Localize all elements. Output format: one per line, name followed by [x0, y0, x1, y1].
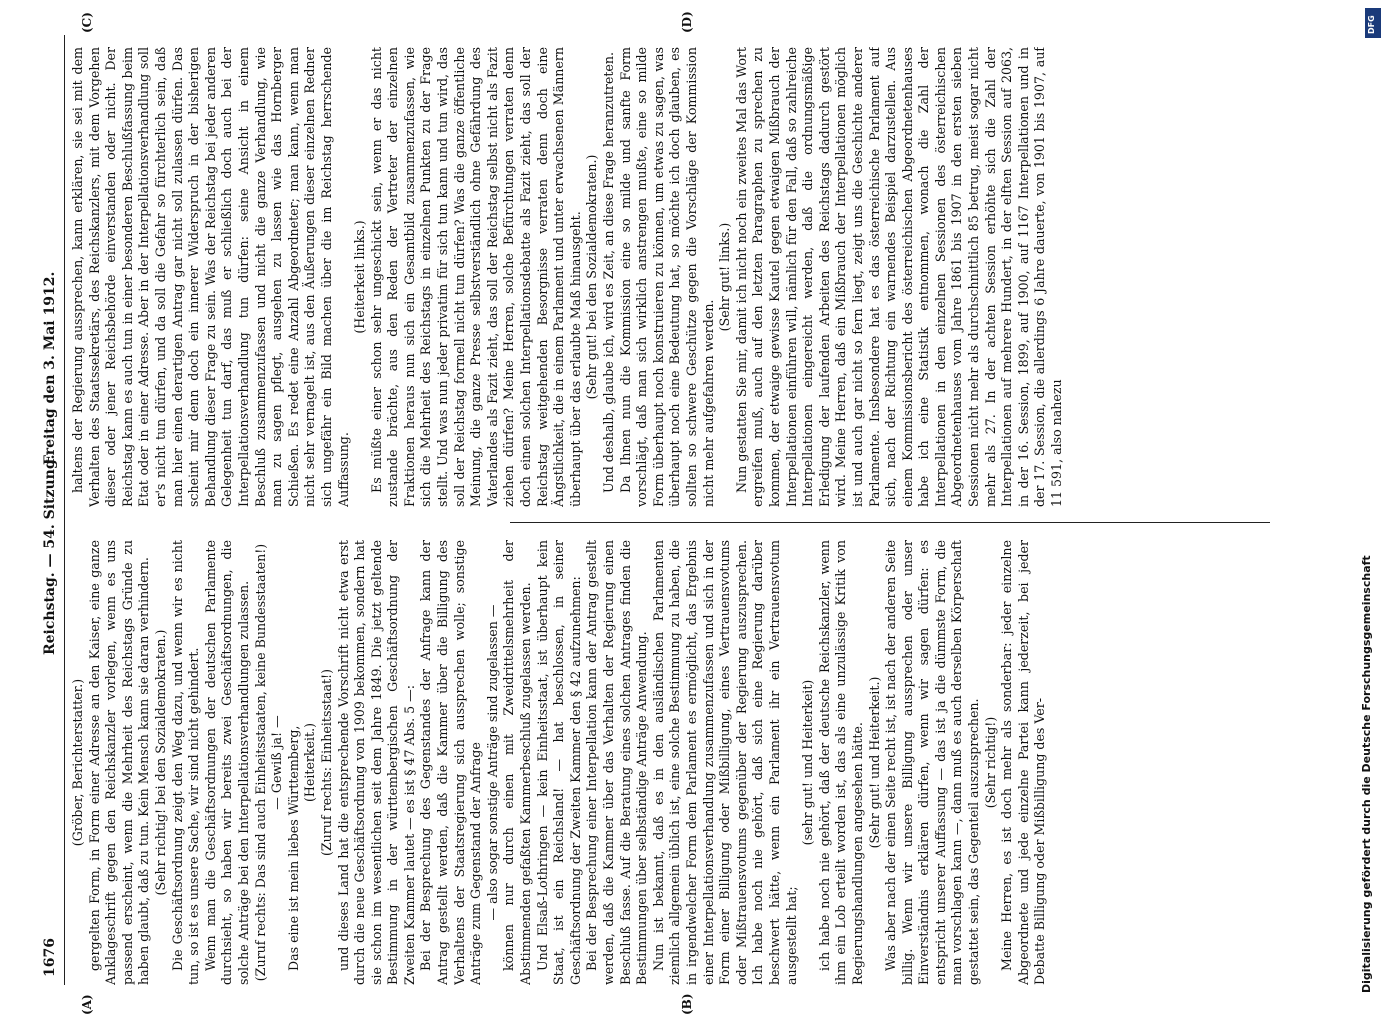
paragraph: (Gröber, Berichterstatter.) — [70, 540, 87, 985]
paragraph: Bei der Besprechung einer Interpellation kann der Antrag gestellt werden, daß die Kammer über das Verhalten der Regierung einen Beschluß fasse. Auf die Beratung eines solchen Antrages finden die Bestimmungen über selbständige Anträge Anwendung. — [584, 540, 650, 985]
paragraph: Was aber nach der einen Seite recht ist, ist nach der anderen Seite billig. Wenn wir unsere Billigung aussprechen oder unser Einverständnis erklären dürfen, wenn wir sagen dürfen: es entspricht unserer Auffassung — das ist ja die dümmste Form, die man vorschlagen kann —, dann muß es auch derselben Körperschaft gestattet sein, das Gegenteil auszusprechen. — [883, 540, 983, 985]
dfg-logo-text: DFG — [1367, 15, 1376, 34]
paragraph: — also sogar sonstige Anträge sind zugelassen — — [485, 540, 502, 985]
paragraph: Und Elsaß-Lothringen — kein Einheitsstaat, ist überhaupt kein Staat, ist ein Reichsland! — hat beschlossen, in seiner Geschäftsordnung der Zweiten Kammer den § 42 aufzunehmen: — [535, 540, 585, 985]
paragraph: (Heiterkeit.) — [302, 540, 319, 985]
right-column-text — [70, 47, 1265, 507]
side-note — [1360, 8, 1380, 993]
paragraph: Die Geschäftsordnung zeigt den Weg dazu, und wenn wir es nicht tun, so ist es unsere Sache, wir sind nicht gehindert. — [170, 540, 203, 985]
column-divider — [510, 522, 1270, 523]
paragraph: — Gewiß ja! — — [269, 540, 286, 985]
margin-marker-b: (B) — [680, 994, 694, 1015]
margin-marker-c: (C) — [80, 12, 94, 33]
paragraph: Da Ihnen nun die Kommission eine so milde und sanfte Form vorschlägt, daß man sich wirklich anstrengen mußte, eine so milde Form überhaupt noch konstruieren zu können, um etwas zu sagen, was überhaupt noch eine Bedeutung hat, so möchte ich doch glauben, es sollten so schwere Geschütze gegen die Vorschläge der Kommission nicht mehr aufgefahren werden. — [618, 47, 718, 507]
paragraph: Nun gestatten Sie mir, damit ich nicht noch ein zweites Mal das Wort ergreifen muß, auch auf den letzten Paragraphen zu sprechen zu kommen, der etwaige gewisse Kautel gegen etwaigen Mißbrauch der Interpellationen einführen will, nämlich für den Fall, daß so zahlreiche Interpellationen eingereicht werden, daß die ordnungsmäßige Erledigung der laufenden Arbeiten des Reichstags dadurch gestört wird. Meine Herren, daß ein Mißbrauch der Interpellationen möglich ist und auch gar nicht so fern liegt, zeigt uns die Geschichte anderer Parlamente. Insbesondere hat es das österreichische Parlament auf sich, nach der Richtung ein warnendes Beispiel darzustellen. Aus einem Kommissionsbericht des österreichischen Abgeordnetenhauses habe ich eine Statistik entnommen, wonach die Zahl der Interpellationen in den einzelnen Sessionen des österreichischen Abgeordnetenhauses vom Jahre 1861 bis 1907 in den ersten sieben Sessionen nicht mehr als durchschnittlich 85 betrug, meist sogar nicht mehr als 27. In der achten Session erhöhte sich die Zahl der Interpellationen auf mehrere Hundert, in der elften Session auf 2063, in der 16. Session, 1899, auf 1900, auf 1167 Interpellationen und in der 17. Session, die allerdings 6 Jahre dauerte, von 1901 bis 1907, auf 11 591, also nahezu — [734, 47, 1066, 507]
paragraph: (Sehr gut! links.) — [717, 47, 734, 507]
right-column — [70, 47, 1265, 507]
paragraph: Meine Herren, es ist doch mehr als sonderbar: jeder einzelne Abgeordnete und jede einzelne Partei kann jederzeit, bei jeder Debatte Billigung oder Mißbilligung des Ver- — [999, 540, 1049, 985]
paragraph: (Zuruf rechts: Das sind auch Einheitsstaaten, keine Bundesstaaten!) — [253, 540, 270, 985]
header-rule — [64, 35, 65, 985]
paragraph: können nur durch einen mit Zweidrittelsmehrheit der Abstimmenden gefaßten Kammerbeschluß zugelassen werden. — [501, 540, 534, 985]
sitting-title: Reichstag. — 54. Sitzung. — [42, 455, 58, 656]
paragraph: und dieses Land hat die entsprechende Vorschrift nicht etwa erst durch die neue Geschäftsordnung von 1909 bekommen, sondern hat sie schon im wesentlichen seit dem Jahre 1849. Die jetzt geltende Bestimmung in der württembergischen Geschäftsordnung der Zweiten Kammer lautet — es ist § 47 Abs. 5 —: — [336, 540, 419, 985]
page-number: 1676 — [42, 938, 58, 977]
paragraph: (Zuruf rechts: Einheitsstaat!) — [319, 540, 336, 985]
paragraph: (Sehr richtig! bei den Sozialdemokraten.) — [153, 540, 170, 985]
paragraph: Es müßte einer schon sehr ungeschickt sein, wenn er das nicht zustande brächte, aus den Reden der Vertreter der einzelnen Fraktionen heraus nun sich ein Gesamtbild zusammenzufassen, wie sich die Mehrheit des Reichstags in einzelnen Punkten zu der Frage stellt. Und was nun jeder privatim für sich tun kann und tun wird, das soll der Reichstag formell nicht tun dürfen? Was die ganze öffentliche Meinung, die ganze Presse selbstverständlich ohne Gefährdung des Vaterlandes als Fazit zieht, das soll der Reichstag selbst nicht als Fazit ziehen dürfen? Meine Herren, solche Befürchtungen verraten denn doch einen solchen Interpellationsdebatte als Fazit zieht, das soll der Reichstag weitgehenden Besorgnisse verraten denn doch eine Ängstlichkeit, die in einem Parlament und unter erwachsenen Männern überhaupt über das erlaubte Maß hinausgeht. — [369, 47, 585, 507]
paragraph: (sehr gut! und Heiterkeit) — [800, 540, 817, 985]
paragraph: haltens der Regierung aussprechen, kann erklären, sie sei mit dem Verhalten des Staatssekretärs, des Reichskanzlers, mit dem Vorgehen dieser oder jener Reichsbehörde einverstanden oder nicht. Der Reichstag kann es auch tun in einer besonderen Beschlußfassung beim Etat oder in einer Adresse. Aber in der Interpellationsverhandlung soll er's nicht tun dürfen, und da soll die Gefahr so fürchterlich sein, daß man hier einen derartigen Antrag gar nicht soll zulassen dürfen. Das scheint mir denn doch ein innerer Widerspruch in der bisherigen Behandlung dieser Frage zu sein. Was der Reichstag bei jeder anderen Gelegenheit tun darf, das muß er schließlich doch auch bei der Interpellationsverhandlung tun dürfen: seine Ansicht in einem Beschluß zusammenzufassen und nicht die ganze Verhandlung, wie man zu sagen pflegt, ausgehen zu lassen wie das Hornberger Schießen. Es redet eine Anzahl Abgeordneter; man kann, wenn man nicht sehr vernagelt ist, aus den Äußerungen dieser einzelnen Redner sich ungefähr ein Bild machen über die im Reichstag herrschende Auffassung. — [70, 47, 352, 507]
paragraph: Und deshalb, glaube ich, wird es Zeit, an diese Frage heranzutreten. — [601, 47, 618, 507]
paragraph: gergelten Form, in Form einer Adresse an den Kaiser, eine ganze Anklageschrift gegen den Reichskanzler vorlegen, wenn es uns passend erscheint, wenn die Mehrheit des Reichstags Gründe zu haben glaubt, daß zu tun. Kein Mensch kann sie daran verhindern. — [87, 540, 153, 985]
left-column — [70, 540, 1265, 985]
paragraph: (Heiterkeit links.) — [352, 47, 369, 507]
session-date: Freitag den 3. Mai 1912. — [42, 272, 58, 465]
margin-marker-d: (D) — [680, 11, 694, 33]
left-column-text — [70, 540, 1265, 985]
side-note-text: Digitalisierung gefördert durch die Deutsche Forschungsgemeinschaft — [1360, 8, 1376, 993]
paragraph: ich habe noch nie gehört, daß der deutsche Reichskanzler, wenn ihm ein Lob erteilt worden ist, das als eine unzulässige Kritik von Regierungshandlungen angesehen hätte. — [817, 540, 867, 985]
margin-marker-a: (A) — [80, 994, 94, 1015]
paragraph: (Sehr gut! bei den Sozialdemokraten.) — [584, 47, 601, 507]
paragraph: Wenn man die Geschäftsordnungen der deutschen Parlamente durchsieht, so haben wir bereits zwei Geschäftsordnungen, die solche Anträge bei den Interpellationsverhandlungen zulassen. — [203, 540, 253, 985]
paragraph: Nun ist bekannt, daß es in den ausländischen Parlamenten ziemlich allgemein üblich ist, eine solche Bestimmung zu haben, die in irgendwelcher Form dem Parlament es ermöglicht, das Ergebnis einer Interpellationsverhandlung zusammenzufassen und sich in der Form einer Billigung oder Mißbilligung, eines Vertrauensvotums oder Mißtrauensvotums gegenüber der Regierung auszusprechen. Ich habe noch nie gehört, daß sich eine Regierung darüber beschwert hätte, wenn ein Parlament ihr ein Vertrauensvotum ausgestellt hat; — [651, 540, 800, 985]
paragraph: Bei der Besprechung des Gegenstandes der Anfrage kann der Antrag gestellt werden, daß die Kammer über die Billigung des Verhaltens der Staatsregierung sich aussprechen wolle; sonstige Anträge zum Gegenstand der Anfrage — [418, 540, 484, 985]
rotated-page-content — [40, 35, 1280, 985]
paragraph: Das eine ist mein liebes Württemberg, — [286, 540, 303, 985]
page-header — [40, 35, 66, 985]
paragraph: (Sehr gut! und Heiterkeit.) — [867, 540, 884, 985]
paragraph: (Sehr richtig!) — [983, 540, 1000, 985]
